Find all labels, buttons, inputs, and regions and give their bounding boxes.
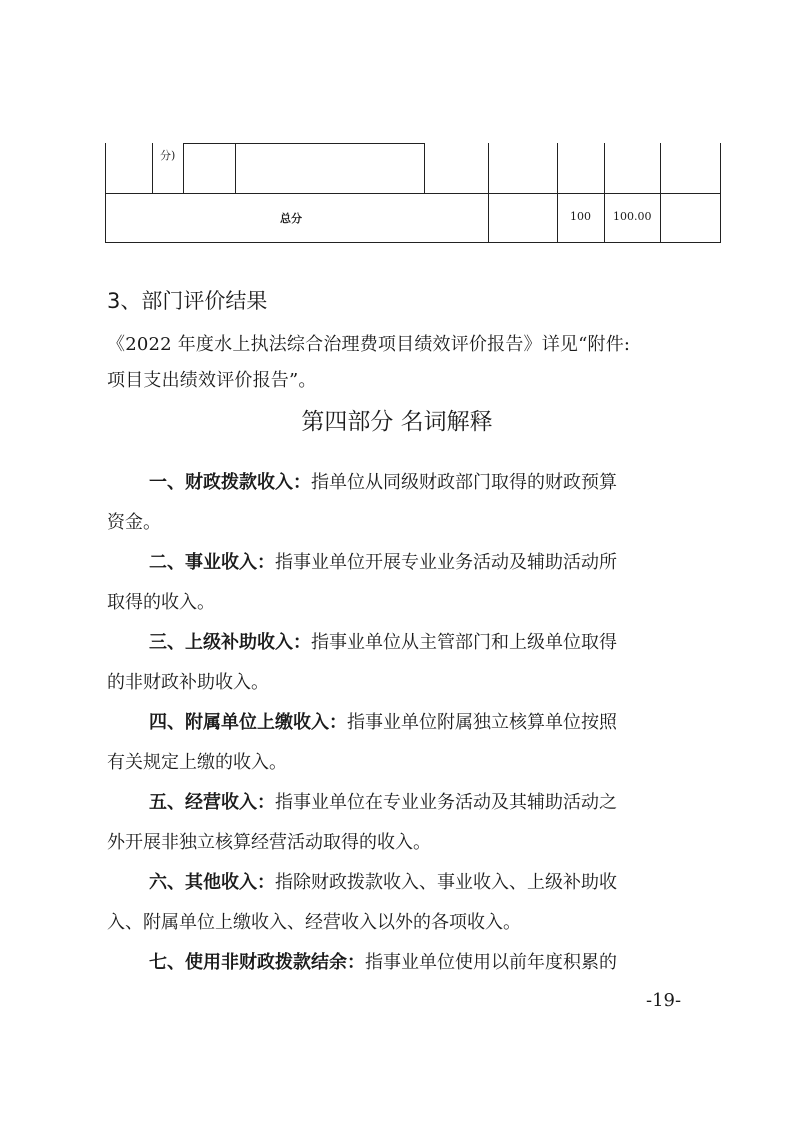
total-score: 100.00 — [613, 210, 652, 223]
definition-text: 指单位从同级财政部门取得的财政预算 — [311, 472, 617, 493]
definition-text: 入、附属单位上缴收入、经营收入以外的各项收入。 — [107, 912, 521, 933]
definition-text: 外开展非独立核算经营活动取得的收入。 — [107, 832, 431, 853]
total-label: 总分 — [280, 212, 302, 225]
definition-term: 一、财政拨款收入： — [149, 472, 311, 493]
definition-text: 的非财政补助收入。 — [107, 672, 269, 693]
definition-term: 五、经营收入： — [149, 792, 275, 813]
definition-text: 指事业单位从主管部门和上级单位取得 — [311, 632, 617, 653]
definition-item — [107, 623, 697, 703]
definition-text: 指事业单位附属独立核算单位按照 — [347, 712, 617, 733]
definition-term: 二、事业收入： — [149, 552, 275, 573]
paragraph-line: 项目支出绩效评价报告”。 — [107, 370, 317, 391]
score-table — [105, 143, 721, 243]
definition-item — [107, 703, 697, 783]
fragment-cell-text: 分) — [160, 149, 176, 162]
definition-item — [107, 463, 697, 543]
definition-item — [107, 863, 697, 943]
paragraph-line: 《2022 年度水上执法综合治理费项目绩效评价报告》详见“附件: — [107, 334, 631, 355]
definition-text: 取得的收入。 — [107, 592, 215, 613]
page-number: -19- — [646, 990, 682, 1011]
definition-item — [107, 943, 697, 983]
definition-text: 有关规定上缴的收入。 — [107, 752, 287, 773]
total-weight: 100 — [570, 210, 591, 223]
definition-text: 指除财政拨款收入、事业收入、上级补助收 — [275, 872, 617, 893]
definition-term: 三、上级补助收入： — [149, 632, 311, 653]
definition-text: 指事业单位开展专业业务活动及辅助活动所 — [275, 552, 617, 573]
section-heading: 3、部门评价结果 — [107, 289, 268, 313]
evaluation-paragraph — [107, 325, 707, 401]
definition-text: 资金。 — [107, 512, 161, 533]
definition-item — [107, 543, 697, 623]
definition-term: 六、其他收入： — [149, 872, 275, 893]
part-title: 第四部分 名词解释 — [301, 409, 493, 435]
definition-item — [107, 783, 697, 863]
definition-term: 七、使用非财政拨款结余： — [149, 952, 365, 973]
definition-text: 指事业单位使用以前年度积累的 — [365, 952, 617, 973]
definition-text: 指事业单位在专业业务活动及其辅助活动之 — [275, 792, 617, 813]
definition-term: 四、附属单位上缴收入： — [149, 712, 347, 733]
